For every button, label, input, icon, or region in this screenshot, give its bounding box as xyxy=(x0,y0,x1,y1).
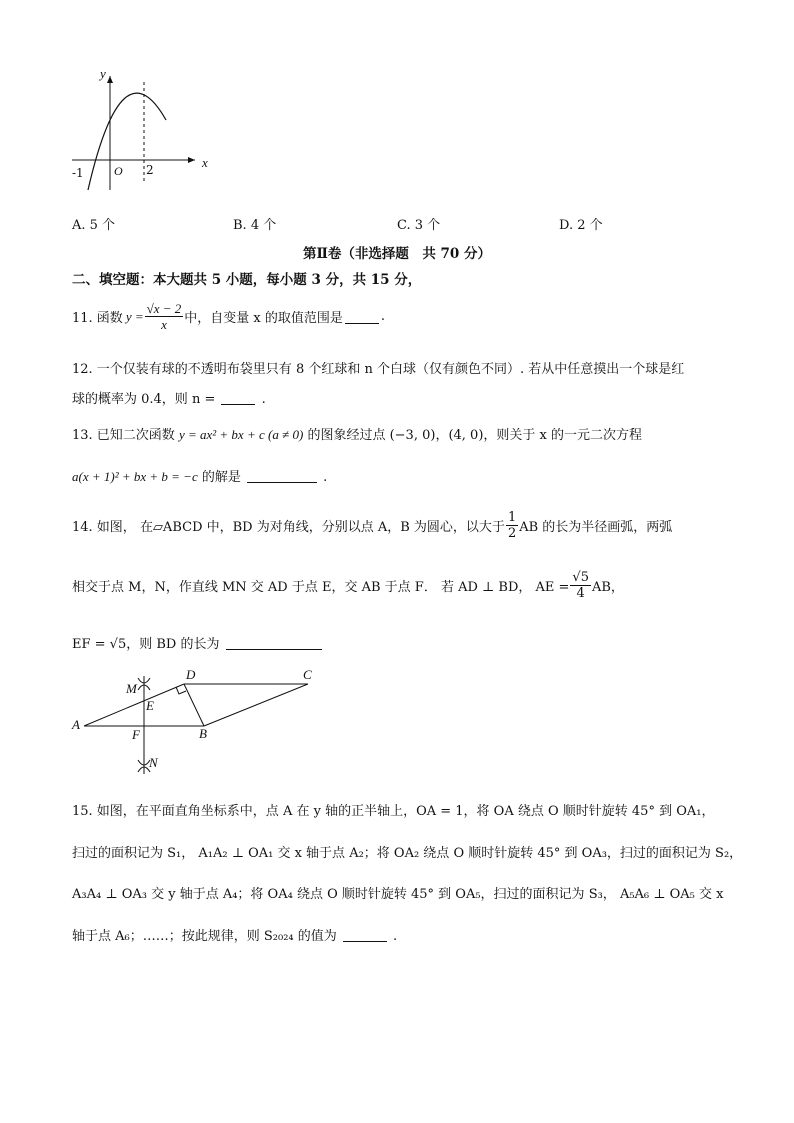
q14-ae-den: 4 xyxy=(576,586,585,601)
parabola-graph xyxy=(60,62,220,202)
q14-line1a: 14. 如图， 在▱ABCD 中，BD 为对角线，分别以点 A，B 为圆心，以大于 xyxy=(72,520,505,535)
q12-end: . xyxy=(261,392,266,407)
question-13-line2 xyxy=(72,466,327,485)
q14-ae-num: √5 xyxy=(572,570,589,585)
origin-label: O xyxy=(114,164,123,178)
option-a: A. 5 个 xyxy=(72,218,116,233)
fig-label-b: B xyxy=(199,726,207,741)
q14-half-den: 2 xyxy=(507,526,517,541)
q15-line4-text: 轴于点 A₆；……；按此规律，则 S₂₀₂₄ 的值为 xyxy=(72,929,337,944)
fig-label-m: M xyxy=(126,681,137,696)
q13-equation: a(x + 1)² + bx + b = −c xyxy=(72,469,198,484)
option-b: B. 4 个 xyxy=(233,218,277,233)
fig-label-c: C xyxy=(303,667,312,682)
q11-suffix: 中，自变量 x 的取值范围是 xyxy=(184,311,343,326)
section2-title: 二、填空题：本大题共 5 小题，每小题 3 分，共 15 分， xyxy=(72,272,422,288)
option-c: C. 3 个 xyxy=(397,218,441,233)
q13-func: y = ax² + bx + c (a ≠ 0) xyxy=(178,427,304,442)
fig-label-a: A xyxy=(72,717,80,732)
tick-neg1-label: -1 xyxy=(72,166,84,180)
q13-end: . xyxy=(323,470,328,485)
y-axis-label: y xyxy=(100,66,106,81)
q15-end: . xyxy=(393,929,398,944)
q14-answer-blank[interactable] xyxy=(226,636,322,650)
q14-line2b: AB， xyxy=(591,580,624,595)
question-12-line1: 12. 一个仅装有球的不透明布袋里只有 8 个红球和 n 个白球（仅有颜色不同）. 若从中任意摸出一个球是红 xyxy=(72,362,685,377)
part2-title: 第Ⅱ卷（非选择题 共 70 分） xyxy=(302,246,492,262)
q14-line1b: AB 的长为半径画弧，两弧 xyxy=(519,520,673,535)
q11-denominator: x xyxy=(161,317,167,332)
q13-line1c: ，则关于 x 的一元二次方程 xyxy=(483,428,643,443)
q13-point1: (−3, 0) xyxy=(389,428,436,443)
q13-sep: ， xyxy=(435,428,449,443)
q14-half-num: 1 xyxy=(507,510,517,525)
q13-point2: (4, 0) xyxy=(448,428,484,443)
fig-label-e: E xyxy=(146,698,154,713)
parallelogram-figure xyxy=(70,664,330,784)
option-d: D. 2 个 xyxy=(559,218,603,233)
question-15-line1: 15. 如图，在平面直角坐标系中，点 A 在 y 轴的正半轴上，OA = 1，将 OA 绕点 O 顺时针旋转 45° 到 OA₁， xyxy=(72,804,715,819)
q14-ae-fraction xyxy=(570,570,591,601)
q14-line2a: 相交于点 M，N，作直线 MN 交 AD 于点 E，交 AB 于点 F． 若 AD ⊥ BD， AE = xyxy=(72,580,570,595)
q14-line3-text: EF = √5，则 BD 的长为 xyxy=(72,637,220,652)
fig-label-n: N xyxy=(149,755,158,770)
q11-prefix: 11. 函数 xyxy=(72,311,123,326)
question-15-line2: 扫过的面积记为 S₁， A₁A₂ ⊥ OA₁ 交 x 轴于点 A₂；将 OA₂ 绕点 O 顺时针旋转 45° 到 OA₃，扫过的面积记为 S₂， xyxy=(72,846,743,861)
q11-y-eq: y = xyxy=(125,308,144,324)
q11-fraction xyxy=(145,301,184,332)
q12-line2-text: 球的概率为 0.4，则 n = xyxy=(72,392,216,407)
fig-label-d: D xyxy=(186,667,196,682)
question-14-line2 xyxy=(72,570,624,601)
question-13-line1 xyxy=(72,424,642,443)
q11-end: . xyxy=(380,309,386,324)
q13-line1a: 13. 已知二次函数 xyxy=(72,428,175,443)
question-12-line2 xyxy=(72,388,266,407)
q13-answer-blank[interactable] xyxy=(247,469,317,483)
q13-line2b: 的解是 xyxy=(201,470,241,485)
q15-answer-blank[interactable] xyxy=(343,928,387,942)
fig-label-f: F xyxy=(132,727,140,742)
q11-numerator: √x − 2 xyxy=(146,301,182,316)
question-15-line4 xyxy=(72,925,397,944)
q14-half-fraction xyxy=(506,510,518,541)
question-11 xyxy=(72,301,385,332)
question-15-line3: A₃A₄ ⊥ OA₃ 交 y 轴于点 A₄；将 OA₄ 绕点 O 顺时针旋转 45° 到 OA₅，扫过的面积记为 S₃， A₅A₆ ⊥ OA₅ 交 x xyxy=(72,887,724,902)
q13-line1b: 的图象经过点 xyxy=(307,428,386,443)
x-axis-label: x xyxy=(202,155,208,170)
q11-answer-blank[interactable] xyxy=(345,310,379,324)
tick-2-label: 2 xyxy=(146,163,154,177)
question-14-line3 xyxy=(72,633,322,652)
question-14-line1 xyxy=(72,510,672,541)
q12-answer-blank[interactable] xyxy=(221,391,255,405)
